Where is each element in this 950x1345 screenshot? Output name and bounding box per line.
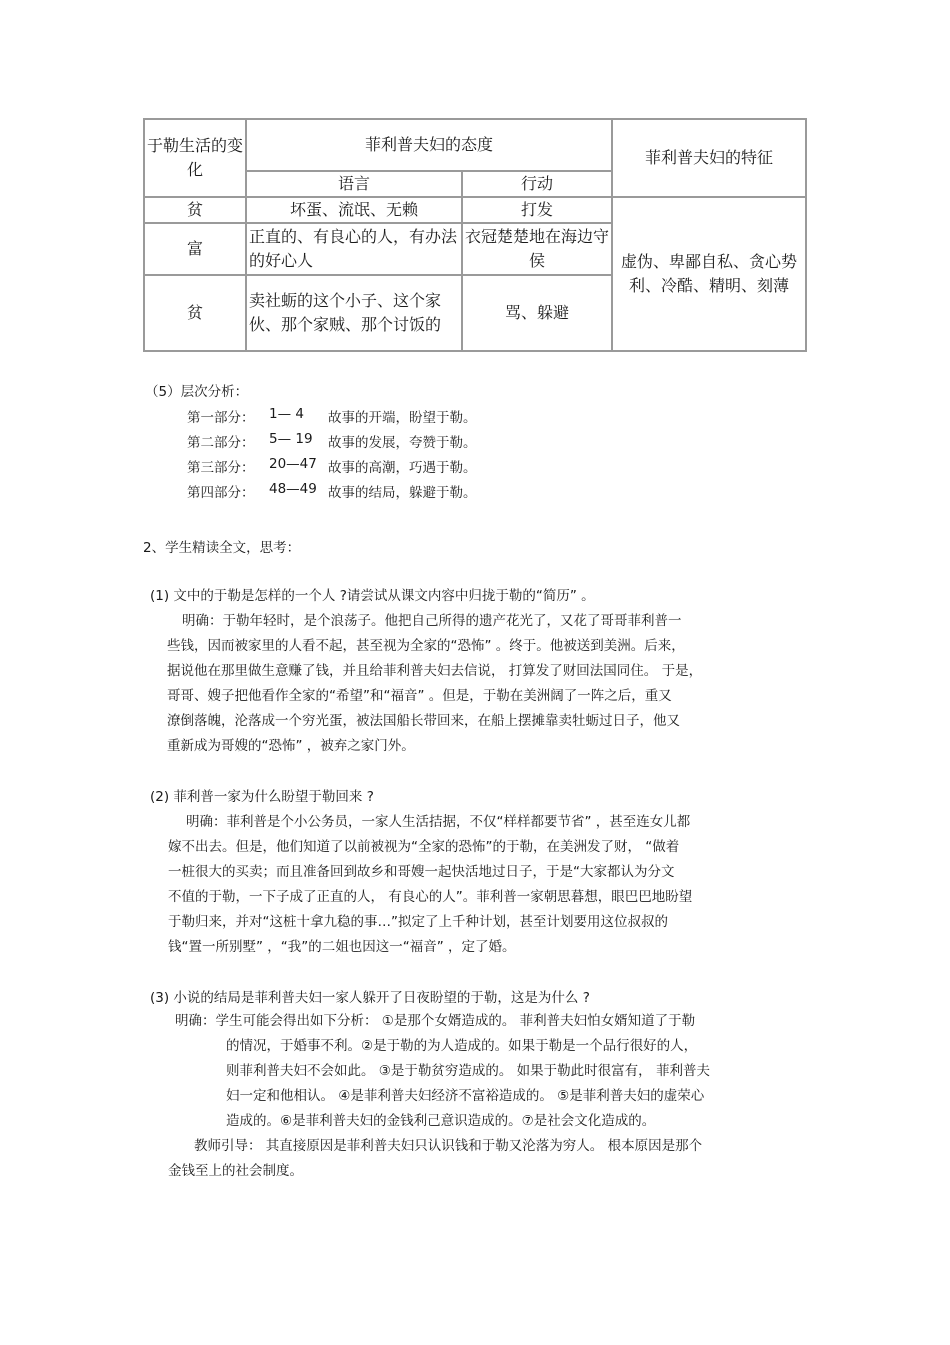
row-language: 卖社蛎的这个小子、这个家伙、那个家贼、那个讨饭的: [246, 275, 462, 351]
attitude-table: [143, 118, 807, 352]
answer-line: 些钱，因而被家里的人看不起，甚至视为全家的“恐怖” 。终于。他被送到美洲。后来，: [167, 638, 685, 654]
question-text: (2) 菲利普一家为什么盼望于勒回来 ?: [150, 789, 374, 805]
teacher-guidance: 教师引导： 其直接原因是菲利普夫妇只认识钱和于勒又沦落为穷人。 根本原因是那个: [194, 1138, 703, 1154]
answer-line: 明确：菲利普是个小公务员，一家人生活拮据，不仅“样样都要节省” ，甚至连女儿都: [186, 814, 691, 830]
header-attitude: 菲利普夫妇的态度: [246, 119, 612, 171]
answer-line: 则菲利普夫妇不会如此。 ③是于勒贫穷造成的。 如果于勒此时很富有， 菲利普夫: [226, 1063, 710, 1079]
row-change: 贫: [144, 197, 246, 223]
section-2-heading: 2、学生精读全文，思考：: [143, 540, 301, 556]
teacher-guidance: 金钱至上的社会制度。: [168, 1163, 303, 1179]
part-label: 第四部分：: [187, 485, 255, 501]
row-language: 坏蛋、流氓、无赖: [246, 197, 462, 223]
answer-line: 据说他在那里做生意赚了钱，并且给菲利普夫妇去信说， 打算发了财回法国同住。 于是，: [167, 663, 703, 679]
answer-line: 潦倒落魄，沦落成一个穷光蛋，被法国船长带回来，在船上摆摊靠卖牡蛎过日子，他又: [167, 713, 680, 729]
part-desc: 故事的开端，盼望于勒。: [328, 410, 477, 426]
part-label: 第一部分：: [187, 410, 255, 426]
row-action: 骂、躲避: [462, 275, 612, 351]
header-action: 行动: [462, 171, 612, 197]
row-language: 正直的、有良心的人，有办法的好心人: [246, 223, 462, 275]
row-change: 富: [144, 223, 246, 275]
part-label: 第二部分：: [187, 435, 255, 451]
row-action: 打发: [462, 197, 612, 223]
analysis-heading: （5）层次分析：: [145, 384, 249, 400]
header-language: 语言: [246, 171, 462, 197]
answer-line: 嫁不出去。但是，他们知道了以前被视为“全家的恐怖”的于勒，在美洲发了财， “做着: [168, 839, 680, 855]
part-label: 第三部分：: [187, 460, 255, 476]
part-desc: 故事的高潮，巧遇于勒。: [328, 460, 477, 476]
answer-line: 哥哥、嫂子把他看作全家的“希望”和“福音” 。但是，于勒在美洲阔了一阵之后，重又: [167, 688, 672, 704]
answer-line: 妇一定和他相认。 ④是菲利普夫妇经济不富裕造成的。 ⑤是菲利普夫妇的虚荣心: [226, 1088, 705, 1104]
traits-cell: 虚伪、卑鄙自私、贪心势利、冷酷、精明、刻薄: [612, 197, 806, 351]
answer-line: 钱“置一所别墅” ，“我”的二姐也因这一“福音” ，定了婚。: [168, 939, 516, 955]
part-desc: 故事的发展，夸赞于勒。: [328, 435, 477, 451]
answer-line: 的情况，于婚事不利。②是于勒的为人造成的。如果于勒是一个品行很好的人，: [226, 1038, 698, 1054]
answer-line: 明确：于勒年轻时，是个浪荡子。他把自己所得的遗产花光了，又花了哥哥菲利普一: [182, 613, 682, 629]
part-range: 20—47: [269, 456, 317, 472]
part-range: 1— 4: [269, 406, 304, 422]
part-range: 48—49: [269, 481, 317, 497]
part-desc: 故事的结局，躲避于勒。: [328, 485, 477, 501]
answer-line: 造成的。⑥是菲利普夫妇的金钱利己意识造成的。⑦是社会文化造成的。: [226, 1113, 656, 1129]
answer-line: 一桩很大的买卖；而且准备回到故乡和哥嫂一起快活地过日子，于是“大家都认为分文: [168, 864, 675, 880]
question-text: (3) 小说的结局是菲利普夫妇一家人躲开了日夜盼望的于勒，这是为什么 ?: [150, 990, 590, 1006]
part-range: 5— 19: [269, 431, 313, 447]
header-traits: 菲利普夫妇的特征: [612, 119, 806, 197]
header-change: 于勒生活的变化: [144, 119, 246, 197]
answer-line: 不值的于勒，一下子成了正直的人， 有良心的人”。菲利普一家朝思暮想，眼巴巴地盼望: [168, 889, 693, 905]
row-action: 衣冠楚楚地在海边守侯: [462, 223, 612, 275]
question-text: (1) 文中的于勒是怎样的一个人 ?请尝试从课文内容中归拢于勒的“简历” 。: [150, 588, 595, 604]
answer-line: 重新成为哥嫂的“恐怖” ，被弃之家门外。: [167, 738, 415, 754]
answer-line: 明确：学生可能会得出如下分析： ①是那个女婿造成的。 菲利普夫妇怕女婿知道了于勒: [175, 1013, 696, 1029]
row-change: 贫: [144, 275, 246, 351]
answer-line: 于勒归来，并对“这桩十拿九稳的事…”拟定了上千种计划，甚至计划要用这位叔叔的: [168, 914, 668, 930]
